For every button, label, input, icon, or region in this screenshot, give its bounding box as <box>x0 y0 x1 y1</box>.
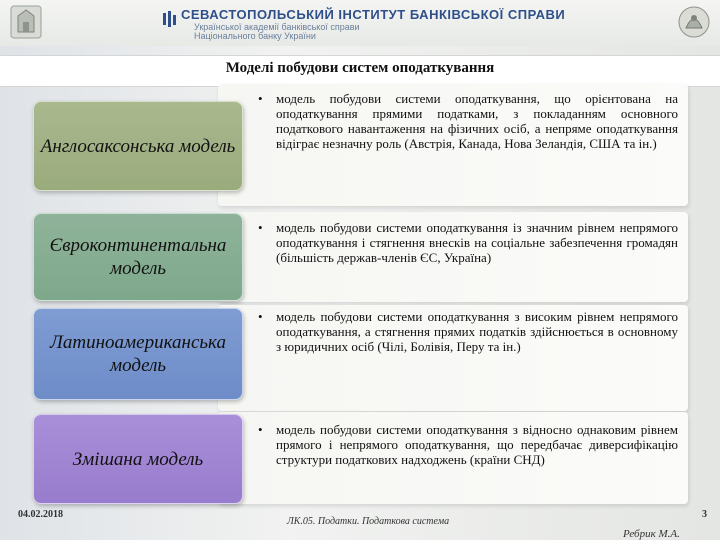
model-name: Англосаксонська модель <box>40 135 236 157</box>
model-label-box <box>33 308 243 400</box>
model-row-euro-continental <box>0 212 720 302</box>
model-label-box <box>33 101 243 191</box>
institute-name: СЕВАСТОПОЛЬСЬКИЙ ІНСТИТУТ БАНКІВСЬКОЇ СПРАВИ <box>181 7 566 22</box>
bullet-icon: • <box>258 220 263 235</box>
model-name: Євроконтинентальна модель <box>49 235 227 279</box>
model-label-box <box>33 414 243 504</box>
model-description: модель побудови системи оподаткування з відносно однаковим рівнем прямого і непрямого оподаткування, що передбачає диверсифікацію структури податкових надходжень (країни СНД) <box>276 422 678 467</box>
model-name: Латиноамериканська модель <box>50 332 226 376</box>
model-description-box <box>218 305 688 411</box>
page-number: 3 <box>702 509 707 520</box>
institute-subtitle: Української академії банківської справи <box>194 22 360 32</box>
model-name: Змішана модель <box>72 448 204 470</box>
bullet-icon: • <box>258 422 263 437</box>
footer-author: Ребрик М.А. <box>623 528 680 540</box>
institute-subtitle-2: Національного банку України <box>194 31 316 41</box>
header-banner <box>0 0 720 47</box>
model-description: модель побудови системи оподаткування з високим рівнем непрямого оподаткування, а стягнення прямих податків здійснюється в основному з юридичних осіб (Чілі, Болівія, Перу та ін.) <box>276 309 678 354</box>
page-title: Моделі побудови систем оподаткування <box>225 60 495 76</box>
model-label-box <box>33 213 243 301</box>
bank-logo-icon <box>163 11 177 27</box>
emblem-icon <box>676 2 712 42</box>
bullet-icon: • <box>258 91 263 106</box>
model-row-anglo-saxon <box>0 84 720 206</box>
footer-course: ЛК.05. Податки. Податкова система <box>287 516 450 527</box>
model-description-box <box>218 84 688 206</box>
model-row-latin-american <box>0 305 720 411</box>
model-description-box <box>218 212 688 302</box>
footer-date: 04.02.2018 <box>18 509 63 520</box>
model-description: модель побудови системи оподаткування із значним рівнем непрямого оподаткування і стягнення внесків на соціальне забезпечення громадян (більшість держав-членів ЄС, Україна) <box>276 220 678 265</box>
bullet-icon: • <box>258 309 263 324</box>
institute-crest-icon <box>8 2 44 42</box>
model-description: модель побудови системи оподаткування, що орієнтована на оподаткування прямими податками, з покладанням основного податкового навантаження на фізичних осіб, а непряме оподаткування відіграє незначну роль (Австрія, Канада, Нова Зеландія, США та ін.) <box>276 91 678 151</box>
model-row-mixed <box>0 412 720 504</box>
model-description-box <box>218 412 688 504</box>
